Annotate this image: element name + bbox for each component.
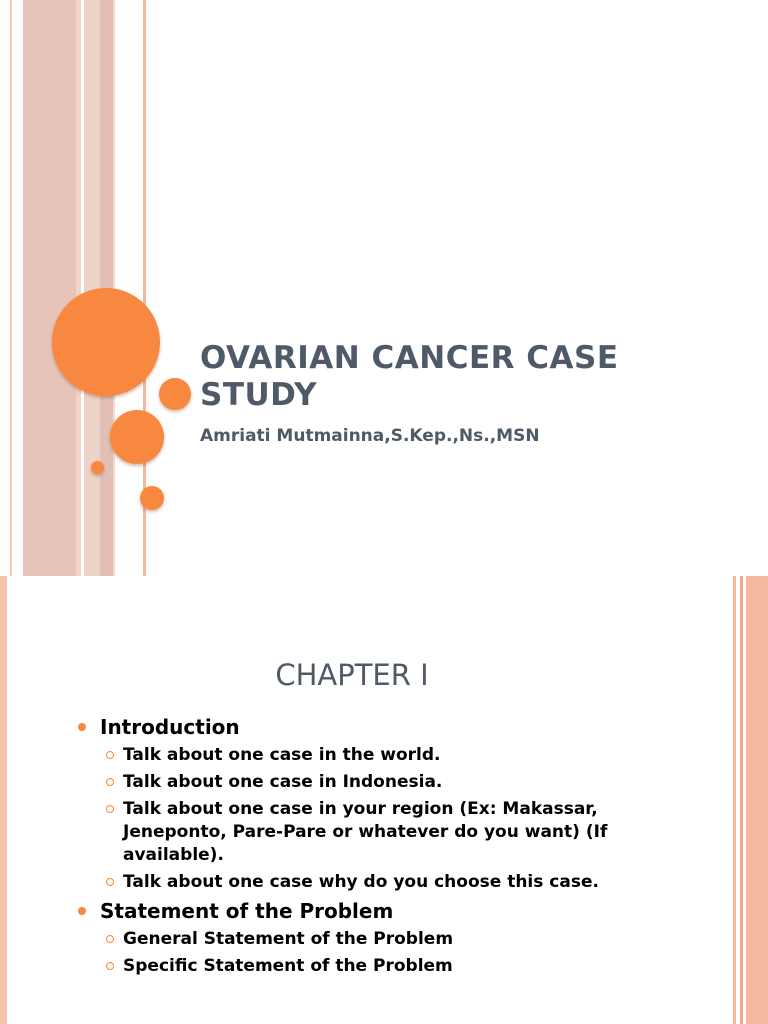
list-subitem-label: Talk about one case in your region (Ex: Makassar, Jeneponto, Pare-Pare or whatever do you want) (If available). [123, 799, 608, 865]
list-subitem [106, 928, 668, 951]
slide-subtitle: Amriati Mutmainna,S.Kep.,Ns.,MSN [200, 426, 540, 446]
bullet-dot-icon [78, 907, 86, 915]
list-item-label: Statement of the Problem [100, 899, 394, 923]
bullet-list [78, 714, 668, 982]
decorative-strip [733, 576, 736, 1024]
decorative-strip [76, 0, 81, 576]
decorative-strip [740, 576, 743, 1024]
bullet-dot-icon [78, 723, 86, 731]
bullet-ring-icon [106, 778, 114, 786]
slide-title: OVARIAN CANCER CASE STUDY [200, 340, 619, 413]
list-subitem [106, 798, 668, 867]
decorative-strip [10, 0, 12, 576]
decorative-strip [0, 576, 7, 1024]
bullet-ring-icon [106, 751, 114, 759]
bullet-ring-icon [106, 935, 114, 943]
list-subitem-label: General Statement of the Problem [123, 929, 454, 949]
decorative-circle [52, 288, 160, 396]
list-subitem [106, 955, 668, 978]
content-slide [0, 576, 768, 1024]
decorative-circle [159, 378, 191, 410]
list-item [78, 714, 668, 740]
list-subitem [106, 771, 668, 794]
bullet-ring-icon [106, 805, 114, 813]
list-subitem-label: Talk about one case in Indonesia. [123, 772, 443, 792]
bullet-ring-icon [106, 962, 114, 970]
decorative-circle [91, 461, 104, 474]
slide-title: CHAPTER I [275, 658, 429, 692]
list-subitem [106, 744, 668, 767]
decorative-strip [23, 0, 76, 576]
decorative-circle [110, 410, 164, 464]
bullet-ring-icon [106, 878, 114, 886]
list-subitem-label: Talk about one case why do you choose this case. [123, 872, 599, 892]
decorative-circle [140, 486, 164, 510]
list-subitem-label: Talk about one case in the world. [123, 745, 441, 765]
list-item [78, 898, 668, 924]
list-subitem [106, 871, 668, 894]
list-item-label: Introduction [100, 715, 240, 739]
decorative-strip [746, 576, 768, 1024]
list-subitem-label: Specific Statement of the Problem [123, 956, 453, 976]
